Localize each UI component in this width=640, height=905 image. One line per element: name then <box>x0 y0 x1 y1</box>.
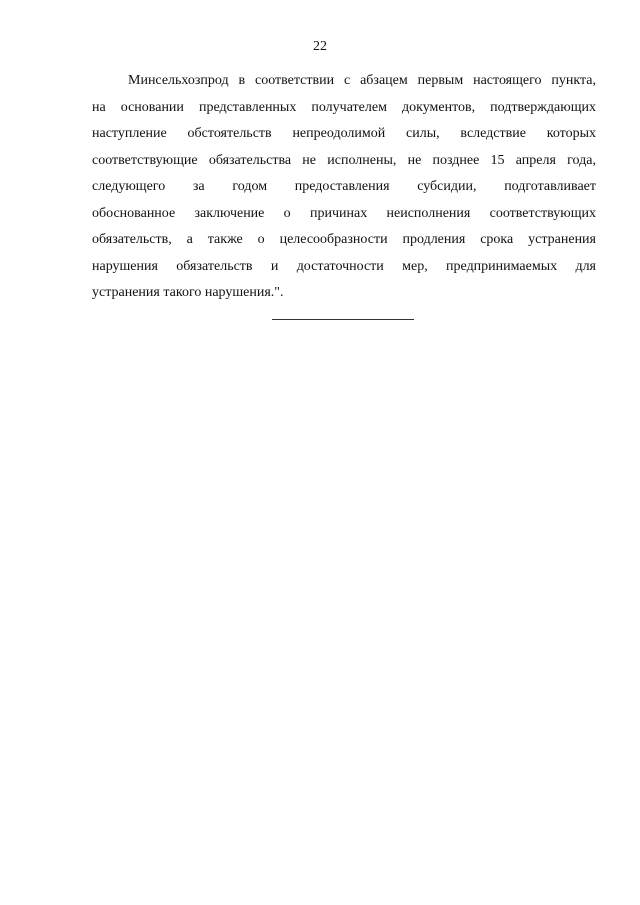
paragraph-line: обязательств, а также о целесообразности продления срока устранения <box>92 232 596 247</box>
paragraph-line: следующего за годом предоставления субсидии, подготавливает <box>92 179 596 194</box>
paragraph-line: наступление обстоятельств непреодолимой силы, вследствие которых <box>92 126 596 141</box>
paragraph-line: устранения такого нарушения.". <box>92 285 284 300</box>
paragraph-line: на основании представленных получателем документов, подтверждающих <box>92 99 596 115</box>
paragraph-line: обоснованное заключение о причинах неисполнения соответствующих <box>92 205 596 221</box>
paragraph <box>92 68 596 307</box>
page-number: 22 <box>313 39 327 54</box>
paragraph-line: нарушения обязательств и достаточности мер, предпринимаемых для <box>92 258 596 274</box>
paragraph-line: Минсельхозпрод в соответствии с абзацем первым настоящего пункта, <box>128 73 596 88</box>
paragraph-line: соответствующие обязательства не исполнены, не позднее 15 апреля года, <box>92 152 596 168</box>
end-separator-line <box>272 319 414 320</box>
